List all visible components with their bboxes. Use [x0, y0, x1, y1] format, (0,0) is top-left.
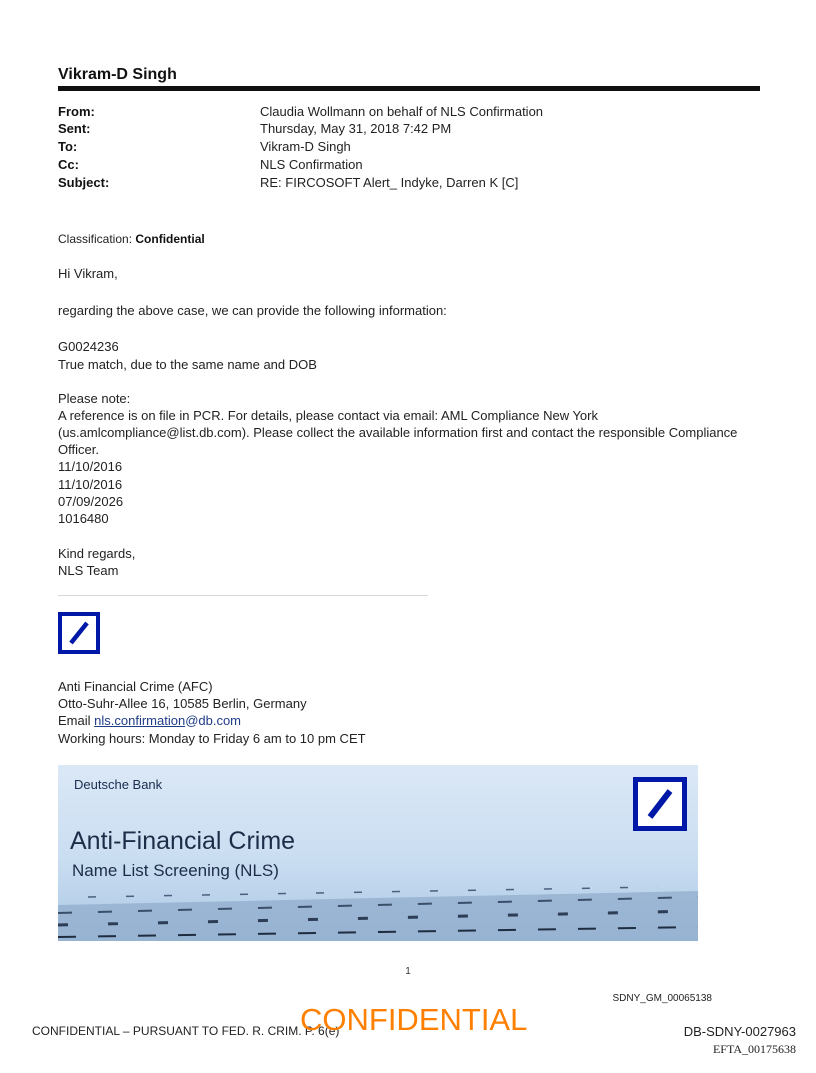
- subject-label: Subject:: [58, 175, 110, 190]
- case-id: G0024236: [58, 339, 119, 354]
- note-line: A reference is on file in PCR. For details, please contact via email: AML Compliance New York: [58, 408, 598, 423]
- classification-label: Classification:: [58, 232, 133, 246]
- cc-label: Cc:: [58, 157, 79, 172]
- signature-divider: [58, 595, 428, 596]
- match-note: True match, due to the same name and DOB: [58, 357, 317, 372]
- banner-logo-icon: [633, 777, 687, 831]
- greeting: Hi Vikram,: [58, 266, 118, 281]
- to-label: To:: [58, 139, 78, 154]
- confidential-stamp: CONFIDENTIAL: [300, 1002, 528, 1037]
- working-hours: Working hours: Monday to Friday 6 am to 10 pm CET: [58, 731, 366, 746]
- closing: Kind regards,: [58, 546, 136, 561]
- header-rule: [58, 86, 760, 91]
- from-label: From:: [58, 104, 95, 119]
- note-line: Officer.: [58, 442, 99, 457]
- classification-value: Confidential: [135, 232, 205, 246]
- page-number: 1: [405, 966, 411, 977]
- afc-banner-image: [58, 765, 698, 941]
- signature-email: [58, 712, 241, 730]
- sent-value: Thursday, May 31, 2018 7:42 PM: [260, 121, 452, 136]
- banner-title: Anti-Financial Crime: [70, 827, 296, 855]
- cc-value: NLS Confirmation: [260, 157, 363, 172]
- team-name: NLS Team: [58, 563, 119, 578]
- subject-value: RE: FIRCOSOFT Alert_ Indyke, Darren K [C]: [260, 175, 519, 190]
- note-heading: Please note:: [58, 391, 131, 406]
- banner-brand: Deutsche Bank: [74, 777, 163, 792]
- email-link[interactable]: nls.confirmation: [94, 713, 186, 728]
- bates-number-top: SDNY_GM_00065138: [612, 993, 712, 1004]
- signature-department: Anti Financial Crime (AFC): [58, 679, 213, 694]
- note-line: (us.amlcompliance@list.db.com). Please collect the available information first and contact the responsible Compliance: [58, 425, 738, 440]
- email-domain: @db.com: [185, 713, 242, 728]
- bates-number-bottom: DB-SDNY-0027963: [683, 1024, 796, 1039]
- date-entry: 07/09/2026: [58, 494, 124, 509]
- sent-label: Sent:: [58, 121, 91, 136]
- classification-line: [58, 232, 205, 246]
- intro-text: regarding the above case, we can provide the following information:: [58, 303, 447, 318]
- email-owner-name: Vikram-D Singh: [58, 66, 177, 83]
- email-label: Email: [58, 713, 91, 728]
- efta-number: EFTA_00175638: [712, 1042, 796, 1056]
- banner-subtitle: Name List Screening (NLS): [72, 861, 279, 880]
- from-value: Claudia Wollmann on behalf of NLS Confirmation: [260, 104, 544, 119]
- confidential-notice: CONFIDENTIAL – PURSUANT TO FED. R. CRIM. P. 6(e): [32, 1024, 340, 1038]
- deutsche-bank-logo: [58, 612, 100, 654]
- date-entry: 11/10/2016: [58, 459, 123, 474]
- reference-number: 1016480: [58, 511, 109, 526]
- date-entry: 11/10/2016: [58, 477, 123, 492]
- signature-address: Otto-Suhr-Allee 16, 10585 Berlin, Germany: [58, 696, 307, 711]
- to-value: Vikram-D Singh: [260, 139, 351, 154]
